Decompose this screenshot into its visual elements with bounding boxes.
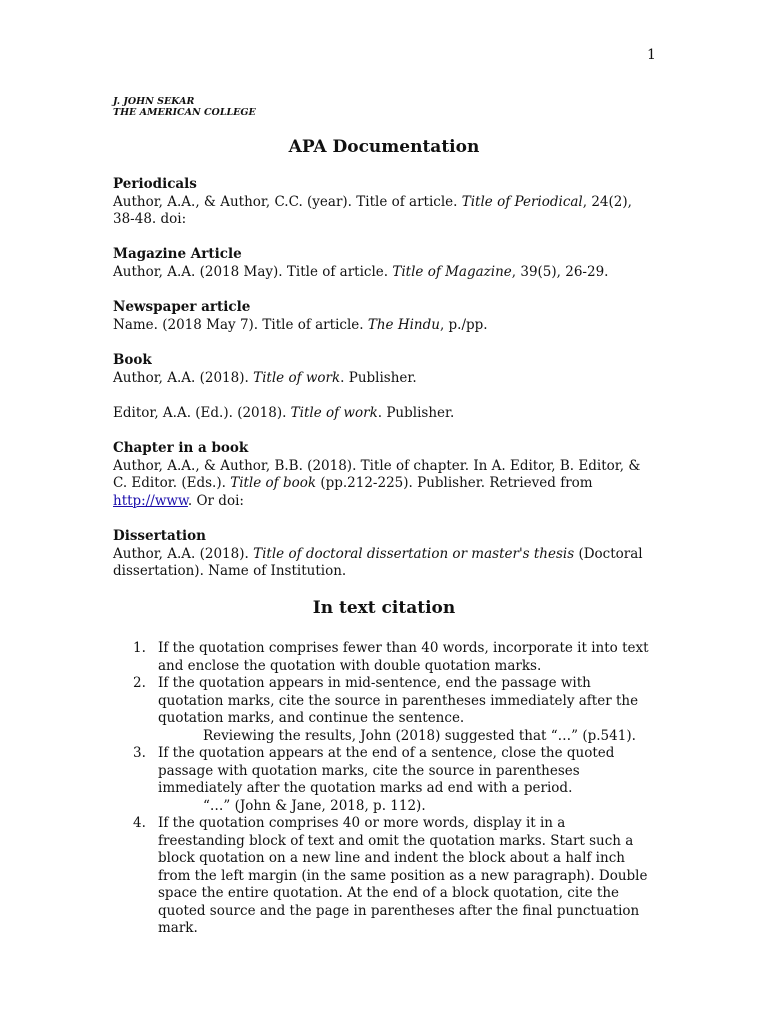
ref-italic: Title of doctoral dissertation or master's thesis <box>253 545 575 562</box>
ref-italic: Title of book <box>230 475 317 491</box>
list-number: 4. <box>133 815 146 831</box>
author-header <box>113 96 256 118</box>
college-name: THE AMERICAN COLLEGE <box>113 107 256 118</box>
ref-text: Author, A.A. (2018). <box>113 545 254 562</box>
list-text: If the quotation comprises 40 or more words, display it in a freestanding block of text and omit the quotation marks. Start such a block quotation on a new line and indent the block about a half inch from the left margin (in the same position as a new paragraph). Double space the entire quotation. At the end of a block quotation, cite the quoted source and the page in parentheses after the final punctuation mark. <box>158 815 648 936</box>
in-text-title: In text citation <box>312 598 456 618</box>
list-item <box>113 675 653 728</box>
ref-text: , 39(5), 26-29. <box>511 263 609 280</box>
ref-text: , 24(2), 38-48. doi: <box>113 193 632 227</box>
list-number: 2. <box>133 675 146 691</box>
book-edited-entry <box>113 405 653 423</box>
page-title: APA Documentation <box>288 137 480 157</box>
section-book <box>113 352 653 387</box>
list-number: 3. <box>133 745 146 761</box>
ref-text: . Publisher. <box>340 369 417 386</box>
list-item <box>113 745 653 798</box>
list-item <box>113 640 653 675</box>
list-item <box>113 815 653 938</box>
ref-text: (pp.212-225). Publisher. Retrieved from <box>316 475 593 491</box>
ref-italic: Title of Periodical <box>461 193 583 210</box>
section-title: Dissertation <box>113 528 206 544</box>
section-title: Magazine Article <box>113 246 242 262</box>
list-text: If the quotation comprises fewer than 40 words, incorporate it into text and enclose the quotation with double quotation marks. <box>158 640 649 674</box>
section-dissertation <box>113 528 653 581</box>
section-title: Book <box>113 352 152 368</box>
section-title: Newspaper article <box>113 299 251 315</box>
section-magazine <box>113 246 653 281</box>
ref-text: Author, A.A., & Author, C.C. (year). Title of article. <box>113 193 462 210</box>
page-number: 1 <box>647 47 656 63</box>
section-title: Periodicals <box>113 176 197 192</box>
ref-italic: Title of work <box>253 369 341 386</box>
section-title: Chapter in a book <box>113 440 249 456</box>
ref-text: Name. (2018 May 7). Title of article. <box>113 316 368 333</box>
citation-list <box>113 640 653 938</box>
list-text: If the quotation appears at the end of a sentence, close the quoted passage with quotation marks, cite the source in parentheses immediately after the quotation marks ad end with a period. <box>158 745 615 796</box>
section-chapter <box>113 440 653 510</box>
section-periodicals <box>113 176 653 229</box>
ref-italic: Title of work <box>290 405 378 421</box>
ref-text: Author, A.A., & Author, B.B. (2018). Title of chapter. In A. Editor, B. Editor, & C. Editor. (Eds.). <box>113 457 641 491</box>
ref-italic: Title of Magazine <box>392 263 512 280</box>
list-text: If the quotation appears in mid-sentence, end the passage with quotation marks, cite the source in parentheses immediately after the quotation marks, and continue the sentence. <box>158 675 639 726</box>
ref-text: Author, A.A. (2018). <box>113 369 254 386</box>
author-name: J. JOHN SEKAR <box>113 96 195 107</box>
citation-example: Reviewing the results, John (2018) suggested that “…” (p.541). <box>203 727 636 744</box>
ref-text: . Publisher. <box>377 405 455 421</box>
ref-text: , p./pp. <box>439 316 488 333</box>
ref-italic: The Hindu <box>367 316 440 333</box>
ref-text: Author, A.A. (2018 May). Title of article. <box>113 263 393 280</box>
citation-example: “…” (John & Jane, 2018, p. 112). <box>203 797 426 814</box>
url-link[interactable]: http://www <box>113 492 188 509</box>
ref-text: . Or doi: <box>187 492 244 509</box>
ref-text: Editor, A.A. (Ed.). (2018). <box>113 405 291 421</box>
section-newspaper <box>113 299 653 334</box>
ref-text: (Doctoral dissertation). Name of Institution. <box>113 545 643 579</box>
list-number: 1. <box>133 640 146 656</box>
